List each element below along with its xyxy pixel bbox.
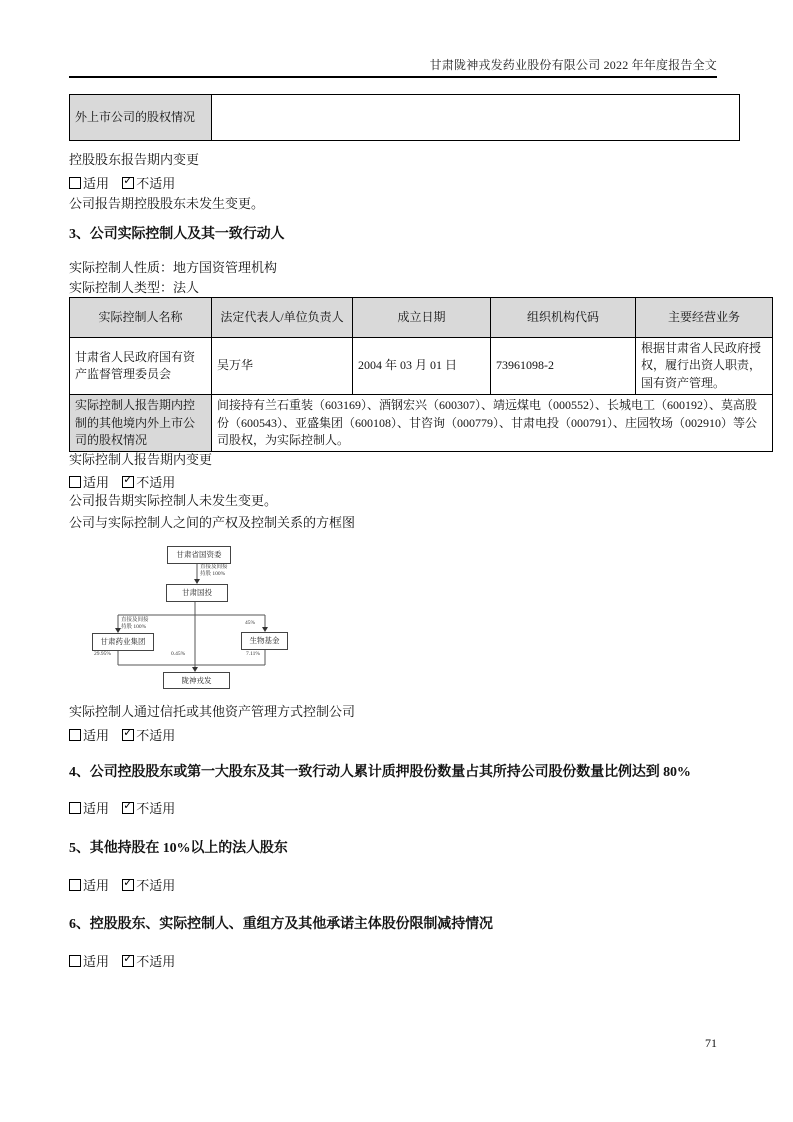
controller-change-title: 实际控制人报告期内变更	[69, 452, 213, 467]
checkbox-not-applicable	[122, 878, 175, 893]
checkbox-unchecked-icon	[69, 177, 81, 189]
not-applicable-label: 不适用	[136, 176, 176, 191]
applicable-label: 适用	[83, 728, 110, 743]
carryover-table	[69, 94, 717, 141]
section6-heading: 6、控股股东、实际控制人、重组方及其他承诺主体股份限制减持情况	[69, 917, 493, 932]
applicability-row-3	[69, 725, 717, 744]
check-glyph: ✓	[123, 726, 133, 739]
checkbox-applicable	[69, 475, 109, 490]
edge-label-line: 直接及间接	[121, 617, 149, 623]
controller-type: 实际控制人类型：法人	[69, 280, 200, 295]
col-header-org-code: 组织机构代码	[491, 298, 636, 338]
section4-heading: 4、公司控股股东或第一大股东及其一致行动人累计质押股份数量占其所持公司股份数量比例达到 80%	[69, 765, 691, 780]
diagram-node-gansu-guotou: 甘肃国投	[166, 584, 228, 602]
applicability-row-4	[69, 798, 717, 817]
diagram-edge-label-left	[121, 617, 149, 631]
cell-business: 根据甘肃省人民政府授权，履行出资人职责，国有资产管理。	[636, 338, 773, 395]
checkbox-checked-icon	[122, 876, 134, 891]
diagram-edge-label-right-pct: 45%	[245, 620, 256, 626]
diagram-pct-pharma: 29.95%	[94, 651, 111, 657]
checkbox-unchecked-icon	[69, 476, 81, 488]
diagram-pct-fund: 7.11%	[246, 651, 261, 657]
cell-founded: 2004 年 03 月 01 日	[353, 338, 491, 395]
applicability-row-1	[69, 173, 717, 192]
carryover-value-cell	[212, 95, 740, 141]
checkbox-checked-icon	[122, 799, 134, 814]
checkbox-not-applicable	[122, 475, 175, 490]
not-applicable-label: 不适用	[136, 801, 176, 816]
diagram-node-pharma-group: 甘肃药业集团	[92, 633, 154, 651]
checkbox-not-applicable	[122, 801, 175, 816]
diagram-node-company: 陇神戎发	[163, 672, 230, 689]
carryover-label-cell: 外上市公司的股权情况	[70, 95, 212, 141]
applicability-row-2	[69, 472, 717, 491]
check-glyph: ✓	[123, 952, 133, 965]
cell-legal-rep: 吴万华	[212, 338, 353, 395]
controlling-change-title: 控股股东报告期内变更	[69, 152, 200, 167]
checkbox-not-applicable	[122, 728, 175, 743]
checkbox-applicable	[69, 801, 109, 816]
page-number: 71	[705, 1036, 717, 1050]
controlling-change-note: 公司报告期控股股东未发生变更。	[69, 196, 265, 211]
cell-other-holdings-label: 实际控制人报告期内控制的其他境内外上市公司的股权情况	[70, 395, 212, 452]
applicability-row-6	[69, 951, 717, 970]
edge-label-line: 直接及间接	[200, 564, 228, 570]
checkbox-not-applicable	[122, 176, 175, 191]
not-applicable-label: 不适用	[136, 728, 176, 743]
checkbox-unchecked-icon	[69, 802, 81, 814]
header-rule	[69, 76, 717, 78]
col-header-business: 主要经营业务	[636, 298, 773, 338]
section5-heading: 5、其他持股在 10%以上的法人股东	[69, 841, 288, 856]
edge-label-line: 持股 100%	[121, 623, 147, 630]
diagram-caption: 公司与实际控制人之间的产权及控制关系的方框图	[69, 515, 356, 530]
check-glyph: ✓	[123, 473, 133, 486]
cell-other-holdings-value: 间接持有兰石重装（603169）、酒钢宏兴（600307）、靖远煤电（000552）、长城电工（600192）、莫高股份（600543）、亚盛集团（600108）、甘咨询（000779）、甘肃电投（000791）、庄园牧场（002910）等公司股权，为实际控制人。	[212, 395, 773, 452]
checkbox-checked-icon	[122, 473, 134, 488]
cell-controller-name: 甘肃省人民政府国有资产监督管理委员会	[70, 338, 212, 395]
checkbox-unchecked-icon	[69, 729, 81, 741]
col-header-legal-rep: 法定代表人/单位负责人	[212, 298, 353, 338]
col-header-founded: 成立日期	[353, 298, 491, 338]
trust-control-title: 实际控制人通过信托或其他资产管理方式控制公司	[69, 704, 356, 719]
checkbox-applicable	[69, 954, 109, 969]
checkbox-checked-icon	[122, 726, 134, 741]
diagram-edge-label-top	[200, 564, 228, 578]
ownership-structure-diagram	[75, 538, 315, 690]
controller-change-note: 公司报告期实际控制人未发生变更。	[69, 493, 278, 508]
checkbox-applicable	[69, 728, 109, 743]
not-applicable-label: 不适用	[136, 475, 176, 490]
cell-org-code: 73961098-2	[491, 338, 636, 395]
page-header: 甘肃陇神戎发药业股份有限公司 2022 年年度报告全文	[429, 58, 717, 72]
check-glyph: ✓	[123, 799, 133, 812]
checkbox-applicable	[69, 878, 109, 893]
applicability-row-5	[69, 875, 717, 894]
checkbox-checked-icon	[122, 952, 134, 967]
diagram-node-sasac: 甘肃省国资委	[167, 546, 231, 564]
col-header-name: 实际控制人名称	[70, 298, 212, 338]
not-applicable-label: 不适用	[136, 954, 176, 969]
diagram-pct-direct: 0.45%	[171, 651, 186, 657]
checkbox-checked-icon	[122, 174, 134, 189]
applicable-label: 适用	[83, 801, 110, 816]
applicable-label: 适用	[83, 878, 110, 893]
diagram-node-bio-fund: 生物基金	[241, 632, 288, 650]
applicable-label: 适用	[83, 176, 110, 191]
controller-table	[69, 297, 762, 452]
applicable-label: 适用	[83, 475, 110, 490]
checkbox-unchecked-icon	[69, 879, 81, 891]
check-glyph: ✓	[123, 174, 133, 187]
check-glyph: ✓	[123, 876, 133, 889]
checkbox-not-applicable	[122, 954, 175, 969]
applicable-label: 适用	[83, 954, 110, 969]
controller-nature: 实际控制人性质：地方国资管理机构	[69, 260, 278, 275]
edge-label-line: 持股 100%	[200, 570, 226, 577]
not-applicable-label: 不适用	[136, 878, 176, 893]
checkbox-unchecked-icon	[69, 955, 81, 967]
section3-heading: 3、公司实际控制人及其一致行动人	[69, 227, 285, 242]
checkbox-applicable	[69, 176, 109, 191]
